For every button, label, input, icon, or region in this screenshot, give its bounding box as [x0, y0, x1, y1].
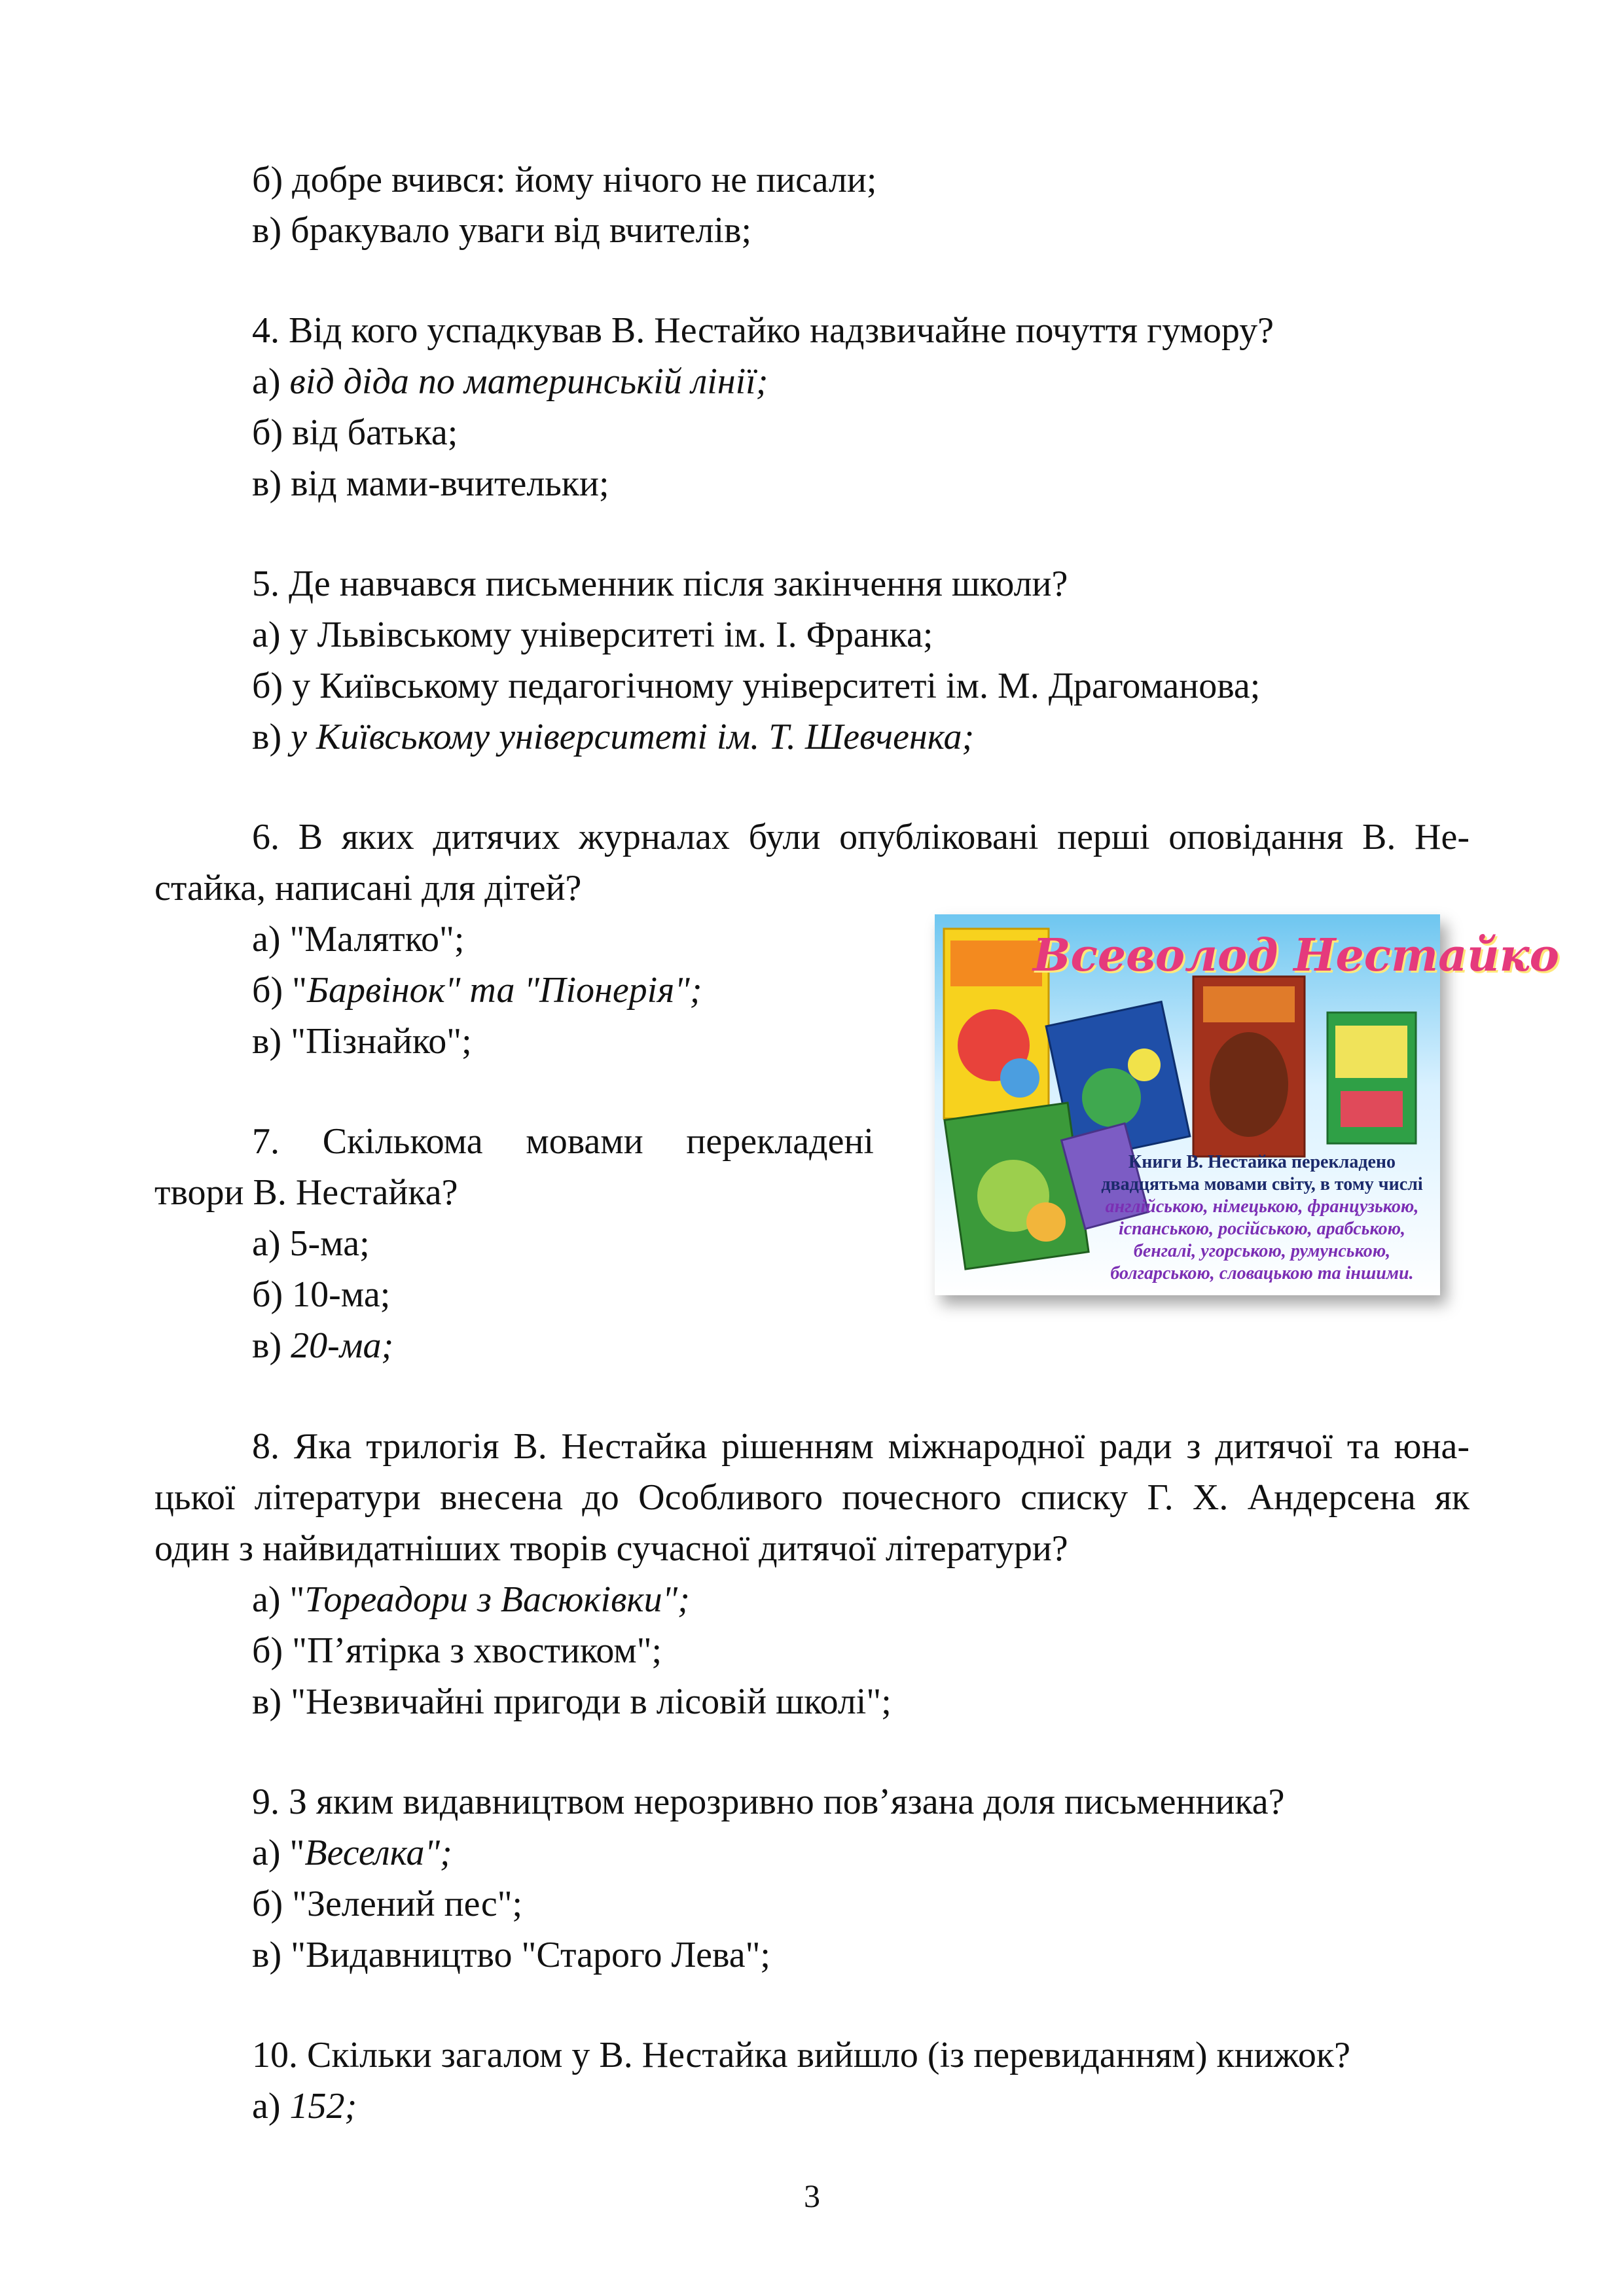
question-6-line-2: стайка, написані для дітей? — [154, 868, 582, 908]
answer-4b: б) від батька; — [252, 412, 458, 453]
caption-languages: англійською, німецькою, французькою, іспанською, російською, арабською, бенгалі, угорською, румунською, болгарською, словацькою та іншими. — [1105, 1196, 1419, 1283]
figure-title: Всеволод Нестайко — [1033, 929, 1559, 982]
question-9: 9. З яким видавництвом нерозривно пов’язана доля письменника? — [252, 1782, 1285, 1822]
question-8-line-3: один з найвидатніших творів сучасної дитячої літератури? — [154, 1528, 1068, 1569]
question-8-line-2: цької літератури внесена до Особливого почесного списку Г. Х. Андерсена як — [154, 1477, 1470, 1518]
answer-7b: б) 10-ма; — [252, 1274, 391, 1315]
question-4: 4. Від кого успадкував В. Нестайко надзвичайне почуття гумору? — [252, 310, 1274, 351]
answer-9c: в) "Видавництво "Старого Лева"; — [252, 1935, 770, 1975]
answer-10a: а) 152; — [252, 2086, 357, 2126]
answer-8a: а) "Тореадори з Васюківки"; — [252, 1579, 690, 1620]
question-7-line-2: твори В. Нестайка? — [154, 1172, 458, 1213]
answer-4c: в) від мами-вчительки; — [252, 463, 609, 504]
answer-line: в) бракувало уваги від вчителів; — [252, 210, 752, 251]
caption-head: Книги В. Нестайка перекладено двадцятьма мовами світу, в тому числі — [1101, 1152, 1423, 1194]
question-10: 10. Скільки загалом у В. Нестайка вийшло (із перевиданням) книжок? — [252, 2035, 1350, 2075]
answer-7c: в) 20-ма; — [252, 1325, 394, 1366]
answer-9a: а) "Веселка"; — [252, 1833, 452, 1873]
figure-caption — [1098, 1151, 1426, 1285]
answer-5c: в) у Київському університеті ім. Т. Шевченка; — [252, 717, 975, 757]
question-5: 5. Де навчався письменник після закінчення школи? — [252, 564, 1068, 604]
answer-5b: б) у Київському педагогічному університеті ім. М. Драгоманова; — [252, 666, 1261, 706]
question-6-line-1: 6. В яких дитячих журналах були опубліковані перші оповідання В. Не- — [252, 817, 1470, 857]
answer-7a: а) 5-ма; — [252, 1223, 370, 1264]
answer-4a: а) від діда по материнській лінії; — [252, 361, 768, 402]
page-number: 3 — [804, 2178, 820, 2214]
answer-9b: б) "Зелений пес"; — [252, 1884, 523, 1924]
answer-6c: в) "Пізнайко"; — [252, 1021, 472, 1062]
answer-8b: б) "П’ятірка з хвостиком"; — [252, 1630, 662, 1671]
answer-6b: б) "Барвінок" та "Піонерія"; — [252, 970, 702, 1011]
answer-line: б) добре вчився: йому нічого не писали; — [252, 160, 877, 200]
answer-5a: а) у Львівському університеті ім. І. Франка; — [252, 615, 933, 655]
books-illustration — [935, 914, 1559, 1295]
question-7-line-1: 7. Скількома мовами перекладені — [252, 1121, 874, 1162]
answer-8c: в) "Незвичайні пригоди в лісовій школі"; — [252, 1681, 892, 1722]
question-8-line-1: 8. Яка трилогія В. Нестайка рішенням міжнародної ради з дитячої та юна- — [252, 1426, 1470, 1467]
answer-6a: а) "Малятко"; — [252, 919, 465, 960]
